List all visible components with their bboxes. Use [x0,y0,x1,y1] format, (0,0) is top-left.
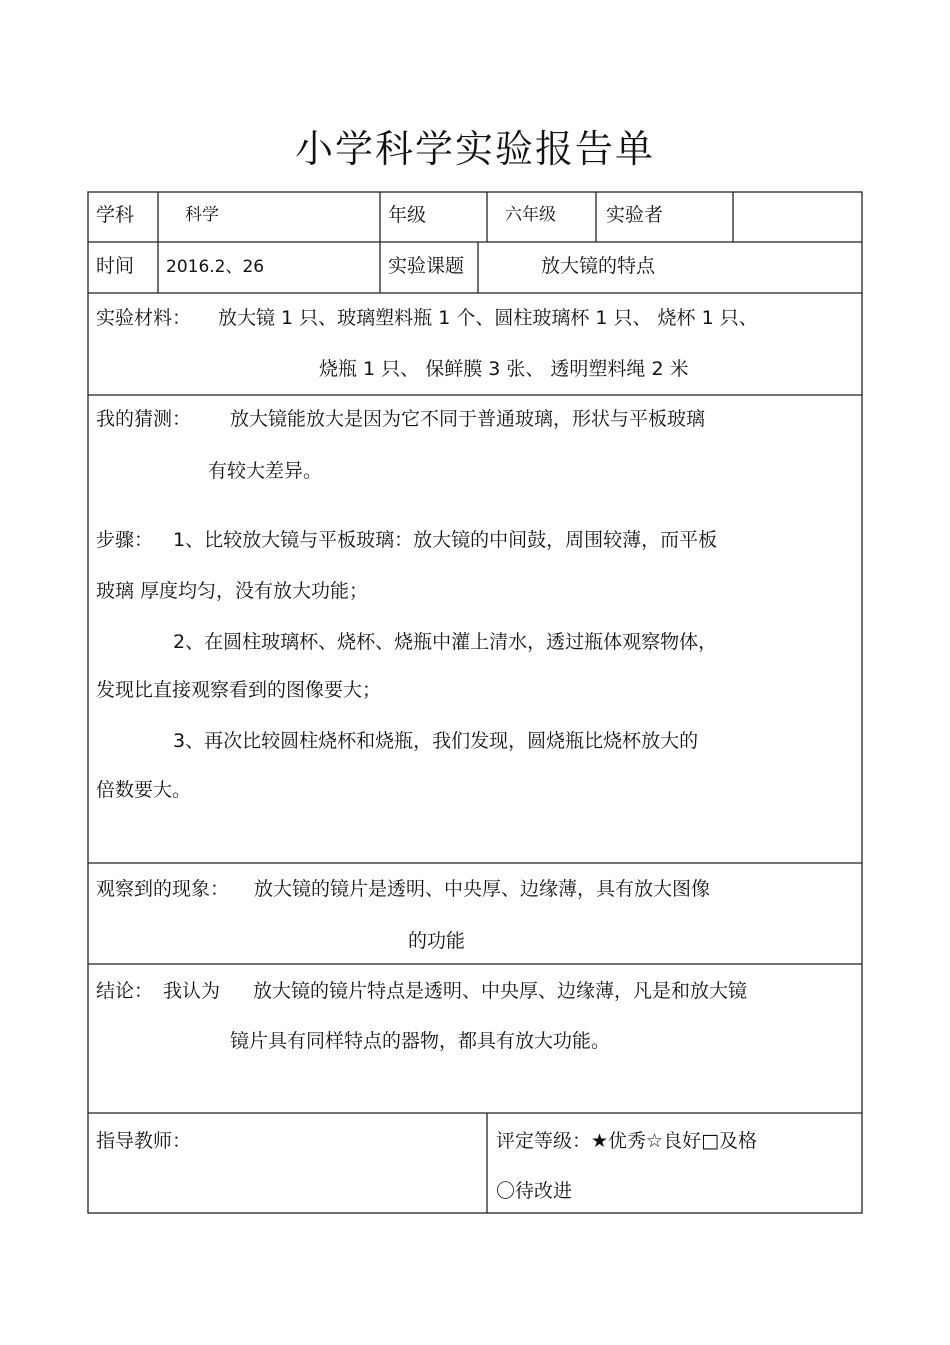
page-title: 小学科学实验报告单 [294,127,655,171]
conclusion-line-2: 镜片具有同样特点的器物，都具有放大功能。 [230,1030,611,1052]
step-1-line-1: 1、比较放大镜与平板玻璃：放大镜的中间鼓，周围较薄，而平板 [173,529,718,551]
guess-line-1: 放大镜能放大是因为它不同于普通玻璃，形状与平板玻璃 [230,408,706,430]
observation-line-2: 的功能 [408,930,466,952]
materials-line-2: 烧瓶 1 只、 保鲜膜 3 张、 透明塑料绳 2 米 [319,358,689,380]
observation-label: 观察到的现象： [96,878,230,900]
step-2-line-2: 发现比直接观察看到的图像要大； [96,679,382,701]
grade-value: 六年级 [505,205,556,225]
guess-label: 我的猜测： [96,408,192,430]
step-2-line-1: 2、在圆柱玻璃杯、烧杯、烧瓶中灌上清水，透过瓶体观察物体， [173,631,718,653]
topic-label: 实验课题 [388,255,465,277]
step-3-line-2: 倍数要大。 [96,779,192,801]
step-3-line-1: 3、再次比较圆柱烧杯和烧瓶，我们发现，圆烧瓶比烧杯放大的 [173,730,699,752]
step-1-line-2: 玻璃 厚度均匀，没有放大功能； [96,580,369,602]
conclusion-prefix: 我认为 [163,980,221,1002]
rating-options-line-2: 〇待改进 [496,1180,573,1202]
teacher-label: 指导教师： [96,1130,192,1152]
subject-value: 科学 [185,205,219,225]
time-value: 2016.2、26 [166,257,265,277]
guess-line-2: 有较大差异。 [208,460,323,482]
conclusion-line-1: 放大镜的镜片特点是透明、中央厚、边缘薄，凡是和放大镜 [253,980,748,1002]
topic-value: 放大镜的特点 [541,255,656,277]
time-label: 时间 [96,255,135,277]
materials-line-1: 放大镜 1 只、玻璃塑料瓶 1 个、圆柱玻璃杯 1 只、 烧杯 1 只、 [218,307,758,329]
materials-label: 实验材料： [96,307,192,329]
conclusion-label: 结论： [96,980,154,1002]
experimenter-label: 实验者 [606,204,664,226]
grade-label: 年级 [388,204,427,226]
rating-options-line-1: 评定等级：★优秀☆良好□及格 [496,1130,758,1152]
subject-label: 学科 [96,204,135,226]
steps-label: 步骤： [96,529,154,551]
observation-line-1: 放大镜的镜片是透明、中央厚、边缘薄，具有放大图像 [254,878,711,900]
